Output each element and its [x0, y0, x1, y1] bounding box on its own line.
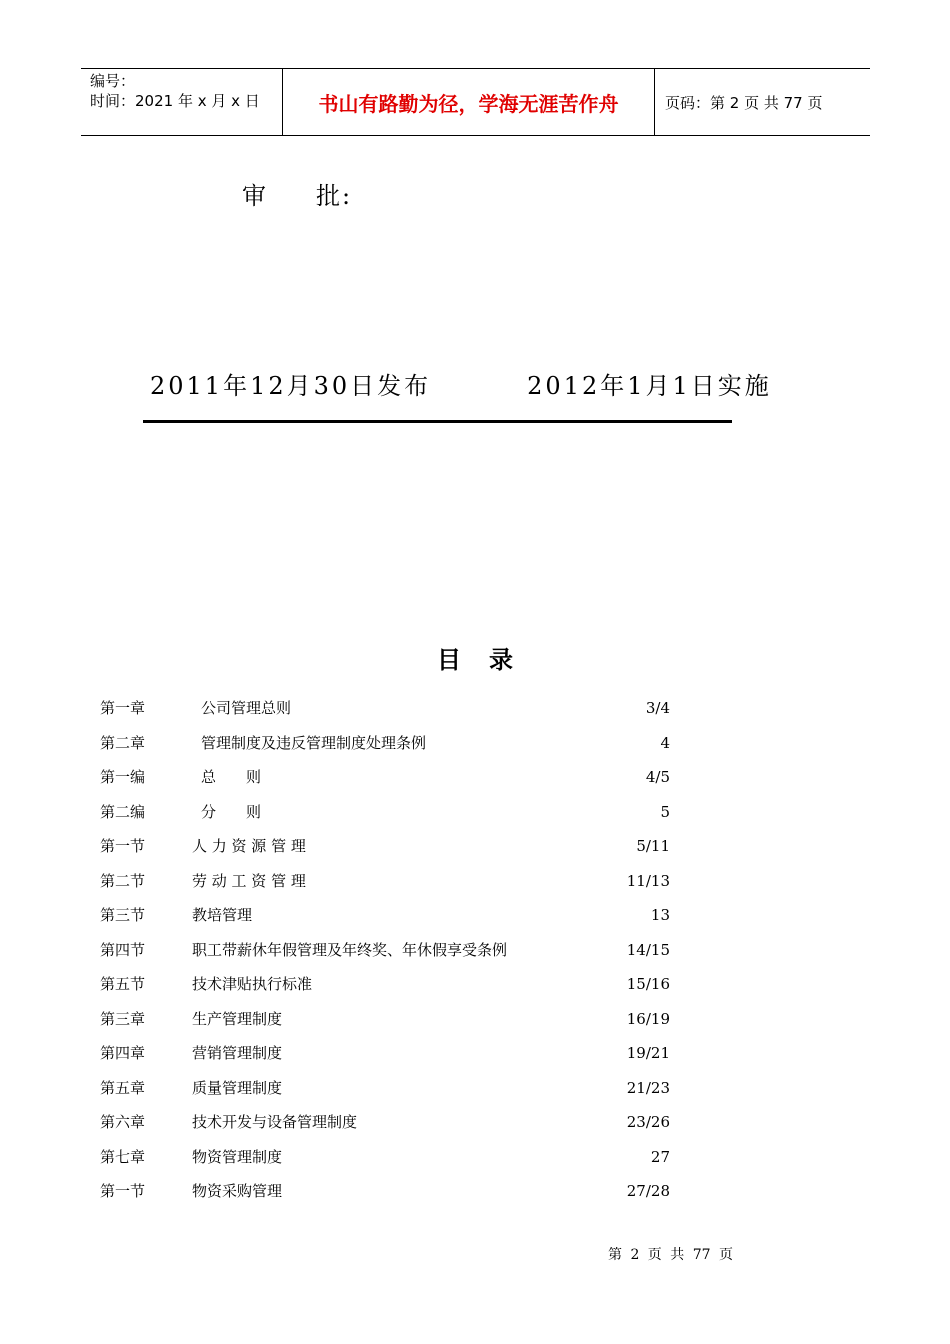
- toc-entry-page: 15/16: [626, 975, 670, 993]
- toc-entry-number: 第三节: [100, 906, 146, 924]
- toc-entry-title: 技术开发与设备管理制度: [192, 1113, 358, 1131]
- publish-date: 2011年12月30日发布: [150, 372, 432, 400]
- toc-entry-number: 第四章: [100, 1044, 146, 1062]
- toc-entry-page: 23/26: [626, 1113, 670, 1131]
- toc-entry-number: 第六章: [100, 1113, 146, 1131]
- toc-entry-title: 分 则: [201, 802, 262, 821]
- toc-entry-title: 质量管理制度: [192, 1078, 283, 1097]
- toc-entry-number: 第四节: [100, 940, 146, 959]
- toc-entry-title: 营销管理制度: [192, 1044, 283, 1062]
- toc-entry-page: 21/23: [626, 1078, 670, 1097]
- toc-entry[interactable]: [100, 869, 670, 904]
- header-left-cell: [81, 69, 282, 135]
- toc-entry-number: 第一节: [100, 1182, 146, 1200]
- toc-entry[interactable]: [100, 1179, 670, 1214]
- toc-entry-page: 16/19: [626, 1009, 670, 1028]
- toc-entry[interactable]: [100, 731, 670, 766]
- header-motto: 书山有路勤为径，学海无涯苦作舟: [282, 69, 655, 135]
- approval-line: [242, 176, 352, 211]
- toc-entry[interactable]: [100, 1145, 670, 1180]
- toc-entry-title: 总 则: [201, 768, 262, 786]
- toc-entry-title: 管理制度及违反管理制度处理条例: [201, 733, 427, 752]
- toc-entry-title: 技术津贴执行标准: [192, 975, 313, 993]
- document-number-label: 编号：: [90, 72, 136, 90]
- toc-entry-number: 第二编: [100, 802, 146, 821]
- toc-entry-number: 第一节: [100, 837, 146, 855]
- toc-entry-title: 公司管理总则: [201, 699, 292, 717]
- toc-entry-title: 人 力 资 源 管 理: [192, 837, 306, 855]
- toc-entry[interactable]: [100, 903, 670, 938]
- toc-entry-number: 第一编: [100, 768, 146, 786]
- toc-entry[interactable]: [100, 1007, 670, 1042]
- toc-entry-page: 5/11: [636, 837, 670, 855]
- toc-entry[interactable]: [100, 765, 670, 800]
- approval-label-b: 批:: [316, 182, 353, 210]
- toc-entry-number: 第五节: [100, 975, 146, 993]
- toc-entry[interactable]: [100, 972, 670, 1007]
- toc-title: 目录: [437, 646, 541, 674]
- toc-entry-number: 第七章: [100, 1147, 146, 1166]
- toc-entry-number: 第三章: [100, 1009, 146, 1028]
- divider-rule: [143, 420, 732, 423]
- toc-entry[interactable]: [100, 834, 670, 869]
- toc-entry-page: 13: [650, 906, 670, 924]
- toc-entry-title: 物资采购管理: [192, 1182, 283, 1200]
- toc-entry[interactable]: [100, 696, 670, 731]
- toc-entry-title: 劳 动 工 资 管 理: [192, 871, 306, 890]
- toc-entry-title: 物资管理制度: [192, 1147, 283, 1166]
- date-line: [150, 366, 772, 401]
- toc-entry-page: 4/5: [645, 768, 670, 786]
- toc-entry-title: 教培管理: [192, 906, 253, 924]
- toc-entry-page: 5: [660, 802, 670, 821]
- page-footer: 第 2 页 共 77 页: [608, 1247, 733, 1263]
- toc-entry-page: 3/4: [645, 699, 670, 717]
- document-time-label: 时间：2021 年 x 月 x 日: [90, 92, 260, 110]
- table-of-contents: [100, 696, 670, 1214]
- page-header: [81, 68, 870, 136]
- toc-entry[interactable]: [100, 1076, 670, 1111]
- toc-entry-number: 第二章: [100, 733, 146, 752]
- toc-entry-number: 第五章: [100, 1078, 146, 1097]
- effective-date: 2012年1月1日实施: [527, 372, 772, 400]
- approval-label-a: 审: [242, 182, 268, 210]
- toc-entry[interactable]: [100, 800, 670, 835]
- toc-entry-page: 19/21: [626, 1044, 670, 1062]
- toc-entry[interactable]: [100, 1110, 670, 1145]
- toc-entry[interactable]: [100, 938, 670, 973]
- toc-entry-title: 生产管理制度: [192, 1009, 283, 1028]
- toc-entry[interactable]: [100, 1041, 670, 1076]
- toc-entry-page: 27: [650, 1147, 670, 1166]
- toc-entry-page: 4: [660, 733, 670, 752]
- header-page-info: 页码：第 2 页 共 77 页: [665, 93, 823, 112]
- toc-entry-page: 11/13: [626, 871, 670, 890]
- toc-entry-page: 27/28: [626, 1182, 670, 1200]
- toc-entry-page: 14/15: [626, 940, 670, 959]
- toc-entry-number: 第一章: [100, 699, 146, 717]
- toc-entry-number: 第二节: [100, 871, 146, 890]
- toc-entry-title: 职工带薪休年假管理及年终奖、年休假享受条例: [192, 940, 508, 959]
